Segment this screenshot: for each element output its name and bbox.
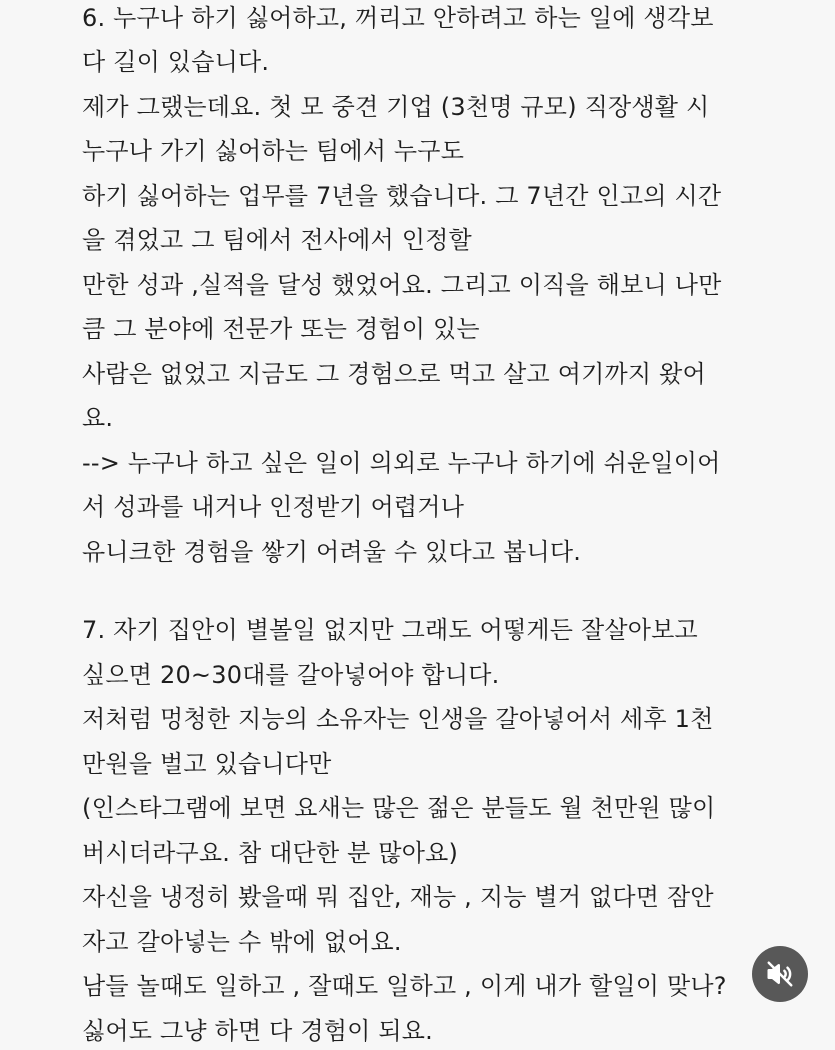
text-line: 싶으면 20~30대를 갈아넣어야 합니다.	[82, 661, 500, 689]
text-line: (인스타그램에 보면 요새는 많은 젊은 분들도 월 천만원 많이	[82, 794, 716, 822]
text-line: 남들 놀때도 일하고 , 잘때도 일하고 , 이게 내가 할일이 맞나?	[82, 972, 727, 1000]
text-line: 사람은 없었고 지금도 그 경험으로 먹고 살고 여기까지 왔어	[82, 360, 706, 388]
text-line: 만원을 벌고 있습니다만	[82, 750, 332, 778]
text-line: --> 누구나 하고 싶은 일이 의외로 누구나 하기에 쉬운일이어	[82, 449, 721, 477]
text-line: 큼 그 분야에 전문가 또는 경험이 있는	[82, 315, 480, 343]
text-line: 누구나 가기 싫어하는 팀에서 누구도	[82, 137, 465, 165]
speaker-muted-icon	[765, 959, 795, 989]
text-line: 다 길이 있습니다.	[82, 48, 270, 76]
text-line: 싫어도 그냥 하면 다 경험이 되요.	[82, 1017, 433, 1045]
text-line: 유니크한 경험을 쌓기 어려울 수 있다고 봅니다.	[82, 538, 582, 566]
text-line: 요.	[82, 404, 114, 432]
text-line: 하기 싫어하는 업무를 7년을 했습니다. 그 7년간 인고의 시간	[82, 182, 722, 210]
text-line: 저처럼 멍청한 지능의 소유자는 인생을 갈아넣어서 세후 1천	[82, 705, 714, 733]
text-line: 자신을 냉정히 봤을때 뭐 집안, 재능 , 지능 별거 없다면 잠안	[82, 883, 714, 911]
mute-button[interactable]	[752, 946, 808, 1002]
text-line: 버시더라구요. 참 대단한 분 많아요)	[82, 839, 459, 867]
text-line: 서 성과를 내거나 인정받기 어렵거나	[82, 493, 465, 521]
text-line: 제가 그랬는데요. 첫 모 중견 기업 (3천명 규모) 직장생활 시	[82, 93, 710, 121]
text-line: 7. 자기 집안이 별볼일 없지만 그래도 어떻게든 잘살아보고	[82, 616, 698, 644]
text-line: 6. 누구나 하기 싫어하고, 꺼리고 안하려고 하는 일에 생각보	[82, 4, 714, 32]
text-line: 자고 갈아넣는 수 밖에 없어요.	[82, 928, 402, 956]
text-line: 을 겪었고 그 팀에서 전사에서 인정할	[82, 226, 472, 254]
text-line: 만한 성과 ,실적을 달성 했었어요. 그리고 이직을 해보니 나만	[82, 271, 722, 299]
